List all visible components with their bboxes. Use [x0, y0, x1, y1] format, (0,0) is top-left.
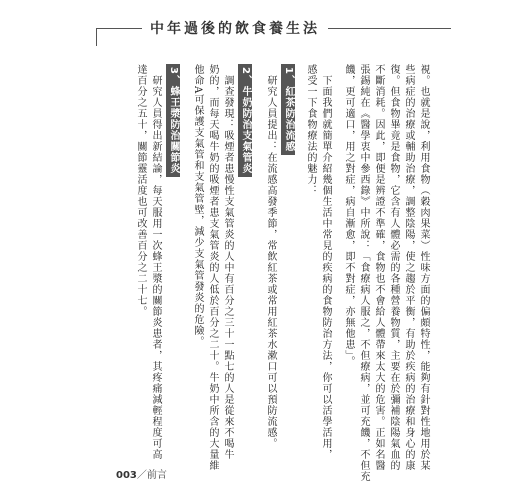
- section-heading-royal-jelly: 3、蜂王漿防治關節炎: [166, 64, 180, 177]
- body-column: 下面我們就簡單介紹幾個生活中常見的疾病的食物防治方法，你可以活學活用，: [320, 75, 331, 460]
- body-column: 饑，更可適口，用之對症，病自漸愈，即不對症，亦無他患」。: [343, 64, 354, 367]
- body-column: 感受一下食物療法的魅力：: [305, 64, 316, 196]
- section-text-line: 奶的，而每天喝牛奶的吸煙者患支氣管炎的人低於百分之二十。牛奶中所含的大量維: [207, 64, 218, 471]
- section-heading-black-tea: 1、紅茶防治流感: [281, 64, 295, 155]
- body-column: 復。但食物畢竟是食物，它含有人體必需的各種營養物質，主要在於彌補陰陽氣血的: [388, 64, 399, 471]
- body-column: 張錫純在《醫學衷中參西錄》中所說：「食療病人服之，不但療病，並可充饑，不但充: [358, 64, 369, 482]
- page-number: 003: [116, 470, 137, 481]
- header-corner-bracket: [96, 28, 115, 46]
- page-footer: [116, 466, 167, 481]
- section-text-line: 他命A可保護支氣管和支氣管壁，減少支氣管發炎的危險。: [192, 64, 203, 348]
- footer-section-label: ／前言: [136, 470, 167, 481]
- running-header-title: 中年過後的飲食養生法: [142, 18, 328, 38]
- section-heading-milk: 2、牛奶防治支氣管炎: [238, 64, 252, 177]
- section-text-line: 研究人員得出新結論，每天服用一次蜂王漿的關節炎患者，其疼痛減輕程度可高: [150, 75, 161, 460]
- section-text-line: 研究人員提出：在流感高發季節，常飲紅茶或常用紅茶水漱口可以預防流感。: [265, 75, 276, 449]
- body-column: 視。也就是說，利用食物（穀肉果菜）性味方面的偏頗特性，能夠有針對性地用於某: [418, 64, 429, 471]
- body-column: 不斷消耗。因此，即便是辨證不準確，食物也不會給人體帶來太大的危害。正如名醫: [373, 64, 384, 471]
- section-text-line: 調查發現：吸煙者患慢性支氣管炎的人中有百分之三十一點七的人是從來不喝牛: [222, 75, 233, 460]
- section-text-line: 達百分之五十，關節靈活度也可改善百分之二十七。: [135, 64, 146, 317]
- body-column: 些病症的治療或輔助治療，調整陰陽，使之趨於平衡，有助於疾病的治療和身心的康: [403, 64, 414, 471]
